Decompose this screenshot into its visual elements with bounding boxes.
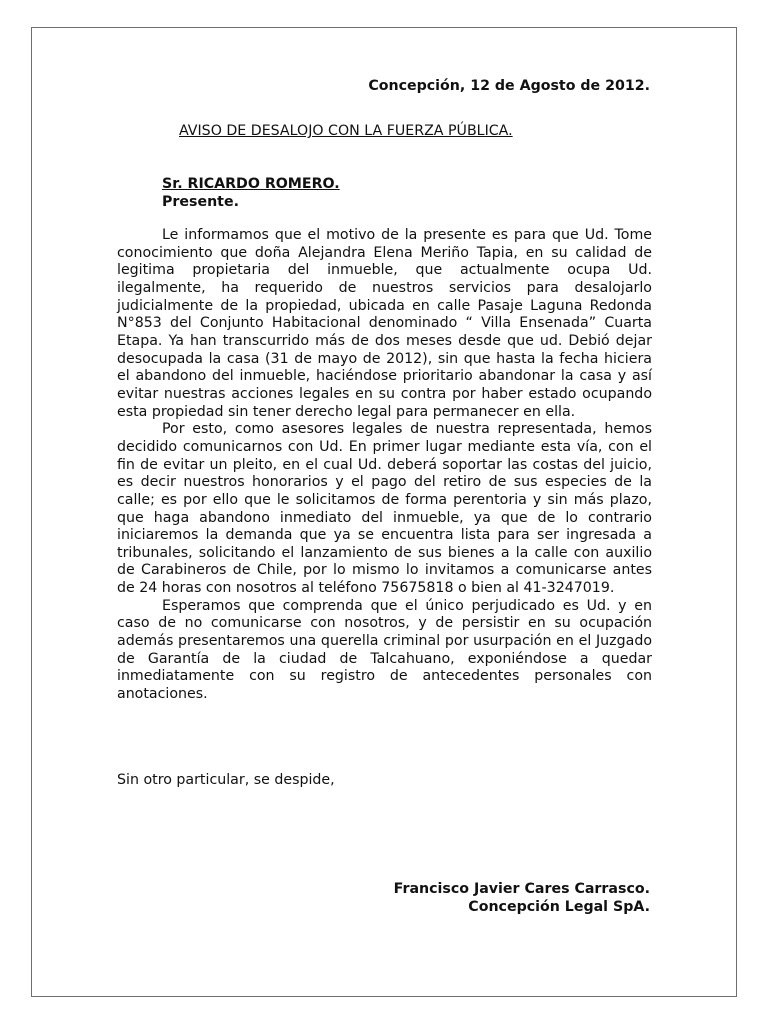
letter-date: Concepción, 12 de Agosto de 2012. xyxy=(368,78,650,94)
signature-block xyxy=(394,880,650,916)
letter-subject: AVISO DE DESALOJO CON LA FUERZA PÚBLICA. xyxy=(179,123,513,139)
body-paragraph: Esperamos que comprenda que el único perjudicado es Ud. y en caso de no comunicarse con nosotros, y de persistir en su ocupación además presentaremos una querella criminal por usurpación en el Juzgado de Garantía de la ciudad de Talcahuano, exponiéndose a quedar inmediatamente con su registro de antecedentes personales con anotaciones. xyxy=(117,597,652,703)
recipient-name: Sr. RICARDO ROMERO. xyxy=(162,176,340,192)
letter-closing: Sin otro particular, se despide, xyxy=(117,772,335,788)
signature-name: Francisco Javier Cares Carrasco. xyxy=(393,881,650,897)
recipient-block xyxy=(162,175,340,211)
signature-company: Concepción Legal SpA. xyxy=(468,899,650,915)
body-paragraph: Por esto, como asesores legales de nuestra representada, hemos decidido comunicarnos con Ud. En primer lugar mediante esta vía, con el fin de evitar un pleito, en el cual Ud. deberá soportar las costas del juicio, es decir nuestros honorarios y el pago del retiro de sus especies de la calle; es por ello que le solicitamos de forma perentoria y sin más plazo, que haga abandono inmediato del inmueble, ya que de lo contrario iniciaremos la demanda que ya se encuentra lista para ser ingresada a tribunales, solicitando el lanzamiento de sus bienes a la calle con auxilio de Carabineros de Chile, por lo mismo lo invitamos a comunicarse antes de 24 horas con nosotros al teléfono 75675818 o bien al 41-3247019. xyxy=(117,421,652,597)
recipient-salutation: Presente. xyxy=(162,194,239,210)
letter-body xyxy=(117,227,652,704)
body-paragraph: Le informamos que el motivo de la presente es para que Ud. Tome conocimiento que doña Alejandra Elena Meriño Tapia, en su calidad de legitima propietaria del inmueble, que actualmente ocupa Ud. ilegalmente, ha requerido de nuestros servicios para desalojarlo judicialmente de la propiedad, ubicada en calle Pasaje Laguna Redonda N°853 del Conjunto Habitacional denominado “ Villa Ensenada” Cuarta Etapa. Ya han transcurrido más de dos meses desde que ud. Debió dejar desocupada la casa (31 de mayo de 2012), sin que hasta la fecha hiciera el abandono del inmueble, haciéndose prioritario abandonar la casa y así evitar nuestras acciones legales en su contra por haber estado ocupando esta propiedad sin tener derecho legal para permanecer en ella. xyxy=(117,227,652,420)
